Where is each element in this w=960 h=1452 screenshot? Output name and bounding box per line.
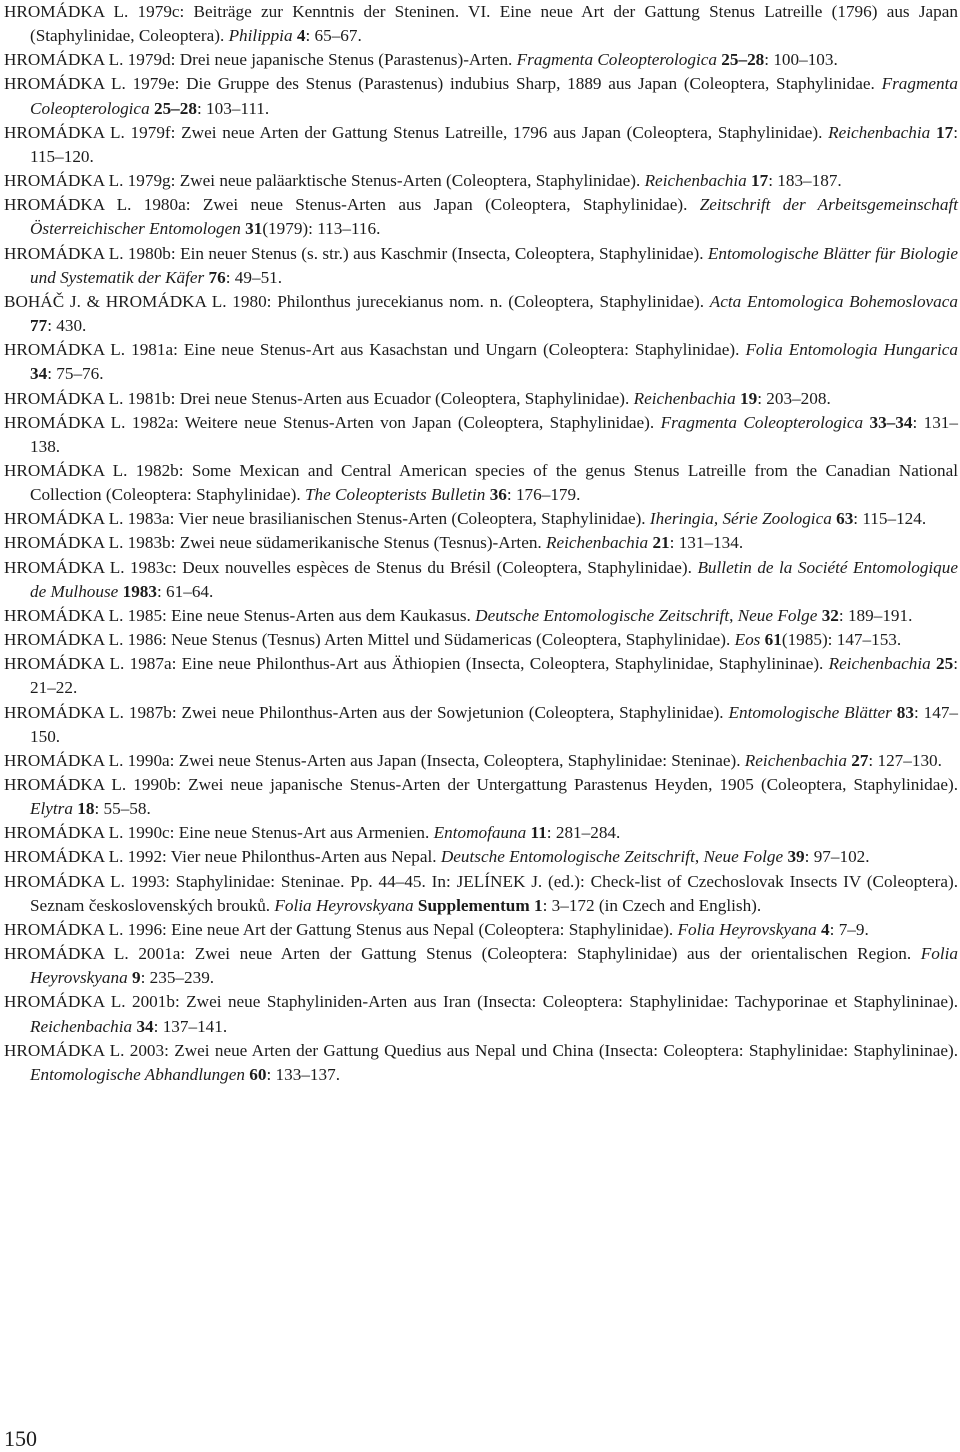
reference-text: : 176–179. bbox=[506, 485, 581, 505]
journal-title: Entomofauna bbox=[433, 823, 527, 843]
reference-text: HROMÁDKA L. 1987a: Eine neue Philonthus-Art aus Äthiopien (Insecta, Coleoptera, Staphylinidae, Staphylininae). bbox=[4, 654, 829, 674]
reference-entry bbox=[4, 0, 958, 48]
reference-entry bbox=[4, 411, 958, 459]
volume-number: 4 bbox=[821, 919, 830, 939]
volume-number: 25 bbox=[936, 654, 954, 674]
reference-text: HROMÁDKA L. 2001b: Zwei neue Staphyliniden-Arten aus Iran (Insecta: Coleoptera: Staphylinidae: Tachyporinae et Staphylininae). bbox=[4, 992, 958, 1012]
journal-title: Fragmenta Coleopterologica bbox=[660, 412, 864, 432]
reference-entry bbox=[4, 701, 958, 749]
volume-number: 1983 bbox=[122, 581, 157, 601]
volume-number: 31 bbox=[245, 219, 263, 239]
journal-title: Reichenbachia bbox=[633, 388, 736, 408]
volume-number: 9 bbox=[131, 968, 141, 988]
reference-entry bbox=[4, 556, 958, 604]
reference-entry bbox=[4, 193, 958, 241]
volume-number: 17 bbox=[936, 122, 954, 142]
reference-text: HROMÁDKA L. 1979d: Drei neue japanische Stenus (Parastenus)-Arten. bbox=[4, 50, 517, 70]
reference-entry bbox=[4, 845, 958, 869]
volume-number: 11 bbox=[530, 823, 547, 843]
journal-title: Philippia bbox=[228, 26, 293, 46]
journal-title: Folia Heyrovskyana bbox=[30, 944, 958, 988]
volume-number: 60 bbox=[249, 1064, 267, 1084]
reference-text: : 235–239. bbox=[140, 968, 215, 988]
journal-title: Reichenbachia bbox=[828, 122, 931, 142]
reference-entry bbox=[4, 72, 958, 120]
reference-entry bbox=[4, 749, 958, 773]
reference-text: HROMÁDKA L. 1987b: Zwei neue Philonthus-Arten aus der Sowjetunion (Coleoptera, Staphylinidae). bbox=[4, 702, 729, 722]
volume-number: 83 bbox=[896, 702, 914, 722]
journal-title: The Coleopterists Bulletin bbox=[304, 485, 486, 505]
reference-text: HROMÁDKA L. 1979f: Zwei neue Arten der Gattung Stenus Latreille, 1796 aus Japan (Coleoptera, Staphylinidae). bbox=[4, 122, 829, 142]
volume-number: 32 bbox=[821, 605, 839, 625]
reference-text: : 103–111. bbox=[196, 98, 270, 118]
reference-text: HROMÁDKA L. 2001a: Zwei neue Arten der Gattung Stenus (Coleoptera: Staphylinidae) aus der orientalischen Region. bbox=[4, 944, 921, 964]
reference-entry bbox=[4, 1039, 958, 1087]
reference-text: : 183–187. bbox=[768, 171, 842, 191]
volume-number: 17 bbox=[751, 171, 769, 191]
reference-text: : 65–67. bbox=[305, 26, 362, 46]
journal-title: Elytra bbox=[30, 799, 73, 819]
volume-number: 77 bbox=[30, 316, 48, 336]
volume-number: 4 bbox=[296, 26, 306, 46]
reference-text: HROMÁDKA L. 1985: Eine neue Stenus-Arten aus dem Kaukasus. bbox=[4, 605, 476, 625]
reference-text: HROMÁDKA L. 1993: Staphylinidae: Steninae. Pp. 44–45. In: JELÍNEK J. (ed.): Check-list of Czechoslovak Insects IV (Coleoptera). Seznam československých brouků. bbox=[4, 871, 958, 915]
volume-number: 39 bbox=[787, 847, 805, 867]
reference-text: : 55–58. bbox=[94, 799, 151, 819]
journal-title: Deutsche Entomologische Zeitschrift bbox=[475, 605, 730, 625]
journal-title: Entomologische Abhandlungen bbox=[30, 1064, 245, 1084]
reference-entry bbox=[4, 652, 958, 700]
journal-title: Reichenbachia bbox=[546, 533, 649, 553]
reference-entry bbox=[4, 870, 958, 918]
volume-number: 36 bbox=[489, 485, 507, 505]
reference-text: : 100–103. bbox=[764, 50, 838, 70]
volume-number: 76 bbox=[208, 267, 226, 287]
journal-title: Acta Entomologica Bohemoslovaca bbox=[709, 291, 958, 311]
reference-text: HROMÁDKA L. 2003: Zwei neue Arten der Gattung Quedius aus Nepal und China (Insecta: Coleoptera: Staphylinidae: Staphylininae). bbox=[4, 1040, 958, 1060]
reference-entry bbox=[4, 387, 958, 411]
reference-entry bbox=[4, 990, 958, 1038]
reference-text: HROMÁDKA L. 1982b: Some Mexican and Central American species of the genus Stenus Latreille from the Canadian National Collection (Coleoptera: Staphylinidae). bbox=[4, 460, 958, 505]
journal-title: Iheringia, Série Zoologica bbox=[649, 509, 832, 529]
reference-text: HROMÁDKA L. 1979c: Beiträge zur Kenntnis der Steninen. VI. Eine neue Art der Gattung Stenus Latreille (1796) aus Japan (Staphylinidae, Coleoptera). bbox=[4, 2, 958, 46]
reference-text: HROMÁDKA L. 1996: Eine neue Art der Gattung Stenus aus Nepal (Coleoptera: Staphylinidae). bbox=[4, 919, 678, 939]
journal-title: Folia Heyrovskyana bbox=[677, 919, 817, 939]
volume-number: 27 bbox=[851, 750, 869, 770]
reference-text: : 3–172 (in Czech and English). bbox=[542, 895, 762, 915]
reference-text: (1979): 113–116. bbox=[262, 219, 381, 239]
journal-title: Reichenbachia bbox=[644, 171, 747, 191]
reference-text: BOHÁČ J. & HROMÁDKA L. 1980: Philonthus jurecekianus nom. n. (Coleoptera, Staphylinidae). bbox=[4, 291, 710, 311]
reference-text: HROMÁDKA L. 1980a: Zwei neue Stenus-Arten aus Japan (Coleoptera, Staphylinidae). bbox=[4, 195, 700, 215]
reference-entry bbox=[4, 821, 958, 845]
journal-title: Neue Folge bbox=[703, 847, 784, 867]
journal-title: Reichenbachia bbox=[30, 1016, 133, 1036]
reference-text: HROMÁDKA L. 1983b: Zwei neue südamerikanische Stenus (Tesnus)-Arten. bbox=[4, 533, 547, 553]
reference-text: : 189–191. bbox=[838, 605, 913, 625]
reference-entry bbox=[4, 338, 958, 386]
reference-text: HROMÁDKA L. 1983a: Vier neue brasilianischen Stenus-Arten (Coleoptera, Staphylinidae). bbox=[4, 509, 650, 529]
reference-text: HROMÁDKA L. 1990a: Zwei neue Stenus-Arten aus Japan (Insecta, Coleoptera, Staphylinidae: Steninae). bbox=[4, 750, 745, 770]
reference-text: : 281–284. bbox=[546, 823, 621, 843]
reference-text: : 61–64. bbox=[156, 581, 214, 601]
reference-text: : 127–130. bbox=[868, 750, 942, 770]
journal-title: Zeitschrift der Arbeitsgemeinschaft Österreichischer Entomologen bbox=[30, 195, 958, 239]
volume-number: 19 bbox=[740, 388, 758, 408]
reference-text: HROMÁDKA L. 1980b: Ein neuer Stenus (s. str.) aus Kaschmir (Insecta, Coleoptera, Staphylinidae). bbox=[4, 243, 708, 263]
journal-title: Reichenbachia bbox=[828, 654, 931, 674]
reference-entry bbox=[4, 628, 958, 652]
reference-text: HROMÁDKA L. 1986: Neue Stenus (Tesnus) Arten Mittel und Südamericas (Coleoptera, Staphylinidae). bbox=[4, 630, 735, 650]
journal-title: Neue Folge bbox=[737, 605, 818, 625]
journal-title: Folia Entomologia Hungarica bbox=[745, 340, 958, 360]
reference-text: HROMÁDKA L. 1990b: Zwei neue japanische Stenus-Arten der Untergattung Parastenus Heyden, 1905 (Coleoptera, Staphylinidae). bbox=[4, 775, 958, 794]
journal-title: Deutsche Entomologische Zeitschrift bbox=[440, 847, 695, 867]
journal-title: Eos bbox=[734, 630, 761, 650]
reference-text: : 203–208. bbox=[757, 388, 831, 408]
reference-text: (1985): 147–153. bbox=[781, 630, 902, 650]
reference-text: : 133–137. bbox=[266, 1064, 340, 1084]
reference-entry bbox=[4, 531, 958, 555]
volume-number: 63 bbox=[836, 509, 854, 529]
volume-number: 61 bbox=[764, 630, 782, 650]
reference-text: : 115–124. bbox=[853, 509, 927, 529]
reference-entry bbox=[4, 604, 958, 628]
reference-text: HROMÁDKA L. 1981a: Eine neue Stenus-Art aus Kasachstan und Ungarn (Coleoptera: Staphylinidae). bbox=[4, 340, 746, 360]
reference-text: : 21–22. bbox=[30, 654, 959, 698]
reference-text: : 97–102. bbox=[804, 847, 870, 867]
page-number: 150 bbox=[4, 1426, 37, 1451]
reference-text: : 131–134. bbox=[669, 533, 744, 553]
reference-text: HROMÁDKA L. 1982a: Weitere neue Stenus-Arten von Japan (Coleoptera, Staphylinidae). bbox=[4, 412, 661, 432]
journal-title: Fragmenta Coleopterologica bbox=[516, 50, 717, 70]
journal-title: Folia Heyrovskyana bbox=[274, 895, 414, 915]
reference-text: : 430. bbox=[47, 316, 87, 336]
volume-number: 34 bbox=[136, 1016, 154, 1036]
reference-text: : 49–51. bbox=[225, 267, 283, 287]
reference-text: HROMÁDKA L. 1979e: Die Gruppe des Stenus (Parastenus) indubius Sharp, 1889 aus Japan (Coleoptera, Staphylinidae. bbox=[4, 74, 882, 94]
reference-entry bbox=[4, 48, 958, 72]
volume-number: 34 bbox=[30, 364, 48, 384]
reference-text: HROMÁDKA L. 1979g: Zwei neue paläarktische Stenus-Arten (Coleoptera, Staphylinidae). bbox=[4, 171, 645, 191]
reference-entry bbox=[4, 121, 958, 169]
reference-text: : 115–120. bbox=[30, 122, 958, 166]
reference-text: HROMÁDKA L. 1981b: Drei neue Stenus-Arten aus Ecuador (Coleoptera, Staphylinidae). bbox=[4, 388, 634, 408]
journal-title: Reichenbachia bbox=[744, 750, 847, 770]
reference-entry bbox=[4, 459, 958, 507]
reference-text: HROMÁDKA L. 1992: Vier neue Philonthus-Arten aus Nepal. bbox=[4, 847, 441, 867]
reference-entry bbox=[4, 242, 958, 290]
journal-title: Entomologische Blätter bbox=[728, 702, 892, 722]
reference-text: , bbox=[729, 605, 738, 625]
reference-entry bbox=[4, 507, 958, 531]
journal-title: Entomologische Blätter für Biologie und Systematik der Käfer bbox=[30, 243, 958, 287]
journal-title: Bulletin de la Société Entomologique de Mulhouse bbox=[30, 557, 959, 601]
volume-number: 18 bbox=[77, 799, 95, 819]
volume-number: 25–28 bbox=[153, 98, 197, 118]
journal-title: Fragmenta Coleopterologica bbox=[30, 74, 958, 118]
reference-text: , bbox=[694, 847, 704, 867]
reference-text: : 137–141. bbox=[153, 1016, 228, 1036]
reference-entry bbox=[4, 942, 958, 990]
reference-text: HROMÁDKA L. 1983c: Deux nouvelles espèces de Stenus du Brésil (Coleoptera, Staphylinidae). bbox=[4, 557, 698, 577]
reference-entry bbox=[4, 918, 958, 942]
reference-text: : 131–138. bbox=[30, 412, 958, 456]
reference-entry bbox=[4, 290, 958, 338]
volume-number: Supplementum 1 bbox=[417, 895, 543, 915]
reference-entry bbox=[4, 773, 958, 821]
volume-number: 21 bbox=[652, 533, 670, 553]
reference-text: : 75–76. bbox=[47, 364, 104, 384]
reference-text: : 147–150. bbox=[30, 702, 959, 746]
volume-number: 25–28 bbox=[721, 50, 765, 70]
reference-text: : 7–9. bbox=[829, 919, 869, 939]
volume-number: 33–34 bbox=[869, 412, 913, 432]
reference-text: HROMÁDKA L. 1990c: Eine neue Stenus-Art aus Armenien. bbox=[4, 823, 434, 843]
reference-entry bbox=[4, 169, 958, 193]
